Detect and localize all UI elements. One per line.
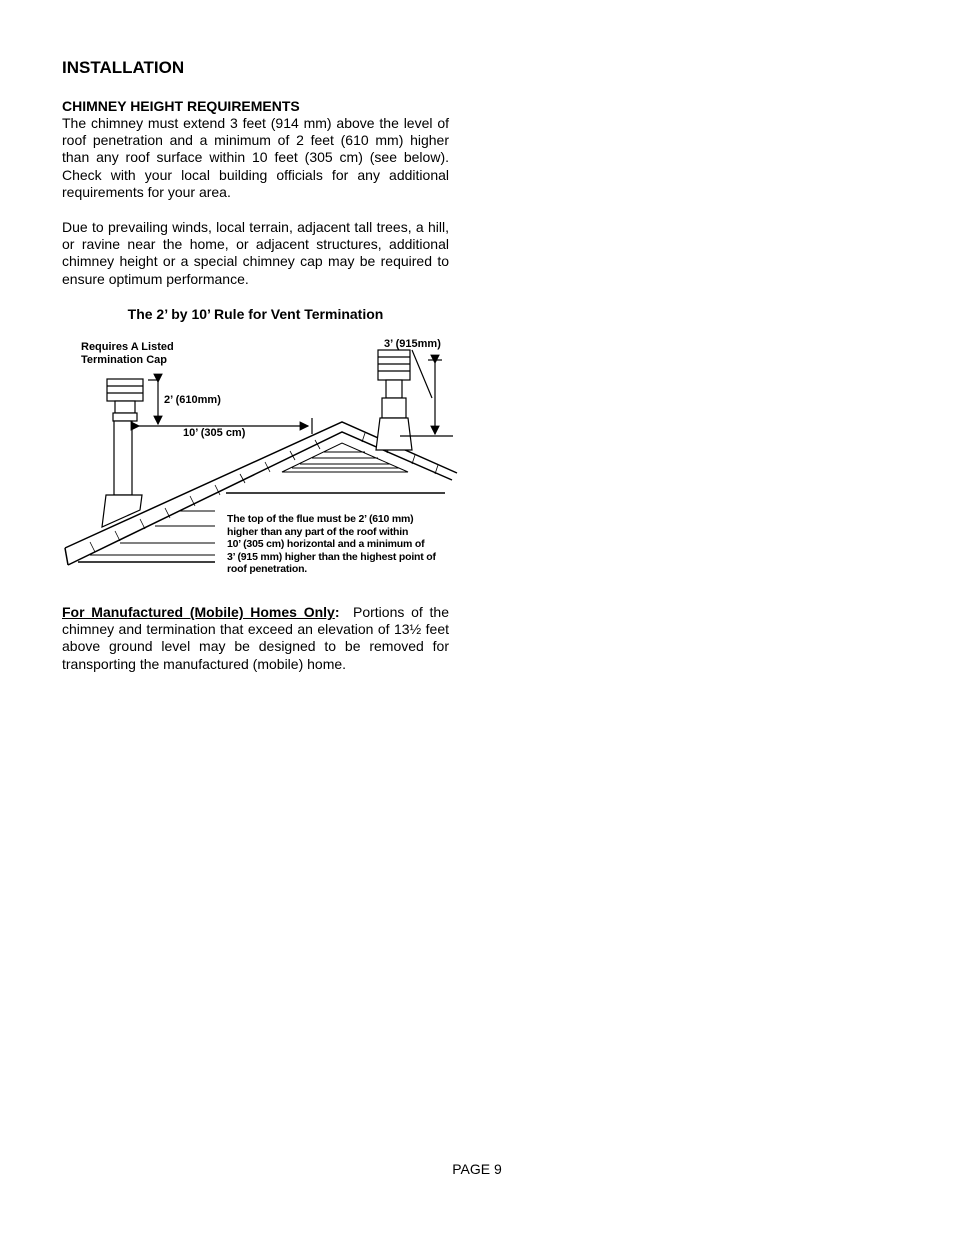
flue-height-note <box>227 513 436 576</box>
chimney-paragraph-1: The chimney must extend 3 feet (914 mm) above the level of roof penetration and a minimum of 2 feet (610 mm) higher than any roof surface within 10 feet (305 cm) (see below). Check with your local building officials for any additional requirements for your area. <box>62 115 449 200</box>
figure-caption: The 2’ by 10’ Rule for Vent Termination <box>127 306 384 322</box>
section-title: INSTALLATION <box>62 58 185 77</box>
note-line: 3’ (915 mm) higher than the highest point of <box>227 550 436 563</box>
mobile-homes-label: For Manufactured (Mobile) Homes Only <box>62 604 335 620</box>
mobile-homes-paragraph <box>62 604 449 673</box>
right-chimney <box>376 350 412 450</box>
label-2-feet: 2’ (610mm) <box>164 394 221 406</box>
vent-termination-diagram <box>60 330 470 580</box>
label-cap-line-1: Requires A Listed <box>81 341 174 353</box>
label-10-feet: 10’ (305 cm) <box>183 427 246 439</box>
left-chimney <box>102 379 143 527</box>
note-line: roof penetration. <box>227 563 308 575</box>
chimney-height-heading: CHIMNEY HEIGHT REQUIREMENTS <box>62 98 300 114</box>
note-line: higher than any part of the roof within <box>227 525 409 538</box>
note-line: The top of the flue must be 2’ (610 mm) <box>227 513 414 525</box>
label-cap-line-2: Termination Cap <box>81 353 167 366</box>
mobile-homes-text: Portions of the chimney and termination that exceed an elevation of 13½ feet above ground level may be designed to be removed for transporting the manufactured (mobile) home. <box>62 604 450 672</box>
label-3-feet: 3’ (915mm) <box>384 338 441 350</box>
label-termination-cap <box>81 341 174 366</box>
page-number: PAGE 9 <box>452 1161 502 1177</box>
note-line: 10’ (305 cm) horizontal and a minimum of <box>227 538 425 550</box>
chimney-paragraph-2: Due to prevailing winds, local terrain, adjacent tall trees, a hill, or ravine near the home, or adjacent structures, additional chimney height or a special chimney cap may be required to ensure optimum performance. <box>62 219 449 287</box>
mobile-homes-colon: : <box>334 604 340 620</box>
